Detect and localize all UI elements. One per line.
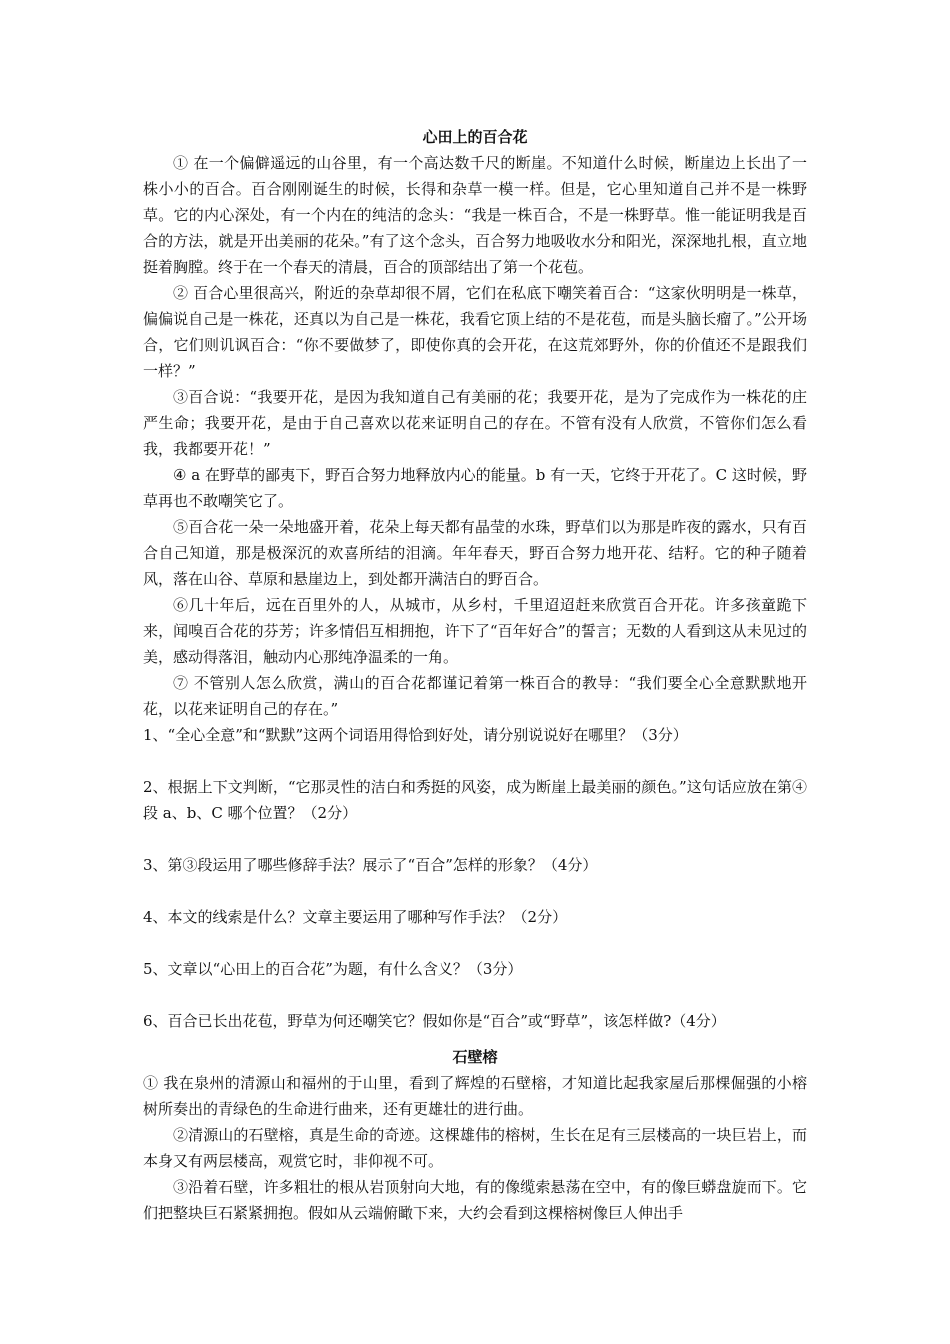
paragraph: ① 在一个偏僻遥远的山谷里，有一个高达数千尺的断崖。不知道什么时候，断崖边上长出了一株小小的百合。百合刚刚诞生的时候，长得和杂草一模一样。但是，它心里知道自己并不是一株野草。它的内心深处，有一个内在的纯洁的念头：“我是一株百合，不是一株野草。惟一能证明我是百合的方法，就是开出美丽的花朵。”有了这个念头，百合努力地吸收水分和阳光，深深地扎根，直立地挺着胸膛。终于在一个春天的清晨，百合的顶部结出了第一个花苞。 [143,154,807,276]
article-banyan [143,1044,807,1226]
paragraph: ⑥几十年后，远在百里外的人，从城市，从乡村，千里迢迢赶来欣赏百合开花。许多孩童跪下来，闻嗅百合花的芬芳；许多情侣互相拥抱，许下了“百年好合”的誓言；无数的人看到这从未见过的美，感动得落泪，触动内心那纯净温柔的一角。 [143,596,807,666]
question-item: 3、第③段运用了哪些修辞手法？展示了“百合”怎样的形象？（4分） [143,856,598,874]
paragraph: ⑤百合花一朵一朵地盛开着，花朵上每天都有晶莹的水珠，野草们以为那是昨夜的露水，只有百合自己知道，那是极深沉的欢喜所结的泪滴。年年春天，野百合努力地开花、结籽。它的种子随着风，落在山谷、草原和悬崖边上，到处都开满洁白的野百合。 [143,518,807,588]
paragraph: ③百合说：“我要开花，是因为我知道自己有美丽的花；我要开花，是为了完成作为一株花的庄严生命；我要开花，是由于自己喜欢以花来证明自己的存在。不管有没有人欣赏，不管你们怎么看我，我都要开花！” [143,388,807,458]
question-item: 6、百合已长出花苞，野草为何还嘲笑它？假如你是“百合”或“野草”，该怎样做?（4分） [143,1012,726,1030]
paragraph: ② 百合心里很高兴，附近的杂草却很不屑，它们在私底下嘲笑着百合：“这家伙明明是一株草，偏偏说自己是一株花，还真以为自己是一株花，我看它顶上结的不是花苞，而是头脑长瘤了。”公开场合，它们则讥讽百合：“你不要做梦了，即使你真的会开花，在这荒郊野外，你的价值还不是跟我们一样？” [143,284,807,380]
article-title: 心田上的百合花 [422,128,528,146]
question-item: 5、文章以“心田上的百合花”为题，有什么含义？（3分） [143,960,523,978]
article-title: 石壁榕 [452,1048,498,1066]
article-lily [143,124,807,1034]
paragraph: ⑦ 不管别人怎么欣赏，满山的百合花都谨记着第一株百合的教导：“我们要全心全意默默地开花，以花来证明自己的存在。” [143,674,807,718]
paragraph: ②清源山的石壁榕，真是生命的奇迹。这棵雄伟的榕树，生长在足有三层楼高的一块巨岩上，而本身又有两层楼高，观赏它时，非仰视不可。 [143,1126,807,1170]
question-item: 1、“全心全意”和“默默”这两个词语用得恰到好处，请分别说说好在哪里？（3分） [143,726,688,744]
paragraph: ① 我在泉州的清源山和福州的于山里，看到了辉煌的石壁榕，才知道比起我家屋后那棵倔强的小榕树所奏出的青绿色的生命进行曲来，还有更雄壮的进行曲。 [143,1074,807,1118]
paragraph: ④ a 在野草的鄙夷下，野百合努力地释放内心的能量。b 有一天，它终于开花了。C 这时候，野草再也不敢嘲笑它了。 [143,466,807,510]
question-item: 4、本文的线索是什么？文章主要运用了哪种写作手法？（2分） [143,908,568,926]
question-list [143,722,807,1034]
paragraph: ③沿着石壁，许多粗壮的根从岩顶射向大地，有的像缆索悬荡在空中，有的像巨蟒盘旋而下。它们把整块巨石紧紧拥抱。假如从云端俯瞰下来，大约会看到这棵榕树像巨人伸出手 [143,1178,807,1222]
question-item: 2、根据上下文判断，“它那灵性的洁白和秀挺的风姿，成为断崖上最美丽的颜色。”这句话应放在第④段 a、b、C 哪个位置？（2分） [143,778,807,822]
